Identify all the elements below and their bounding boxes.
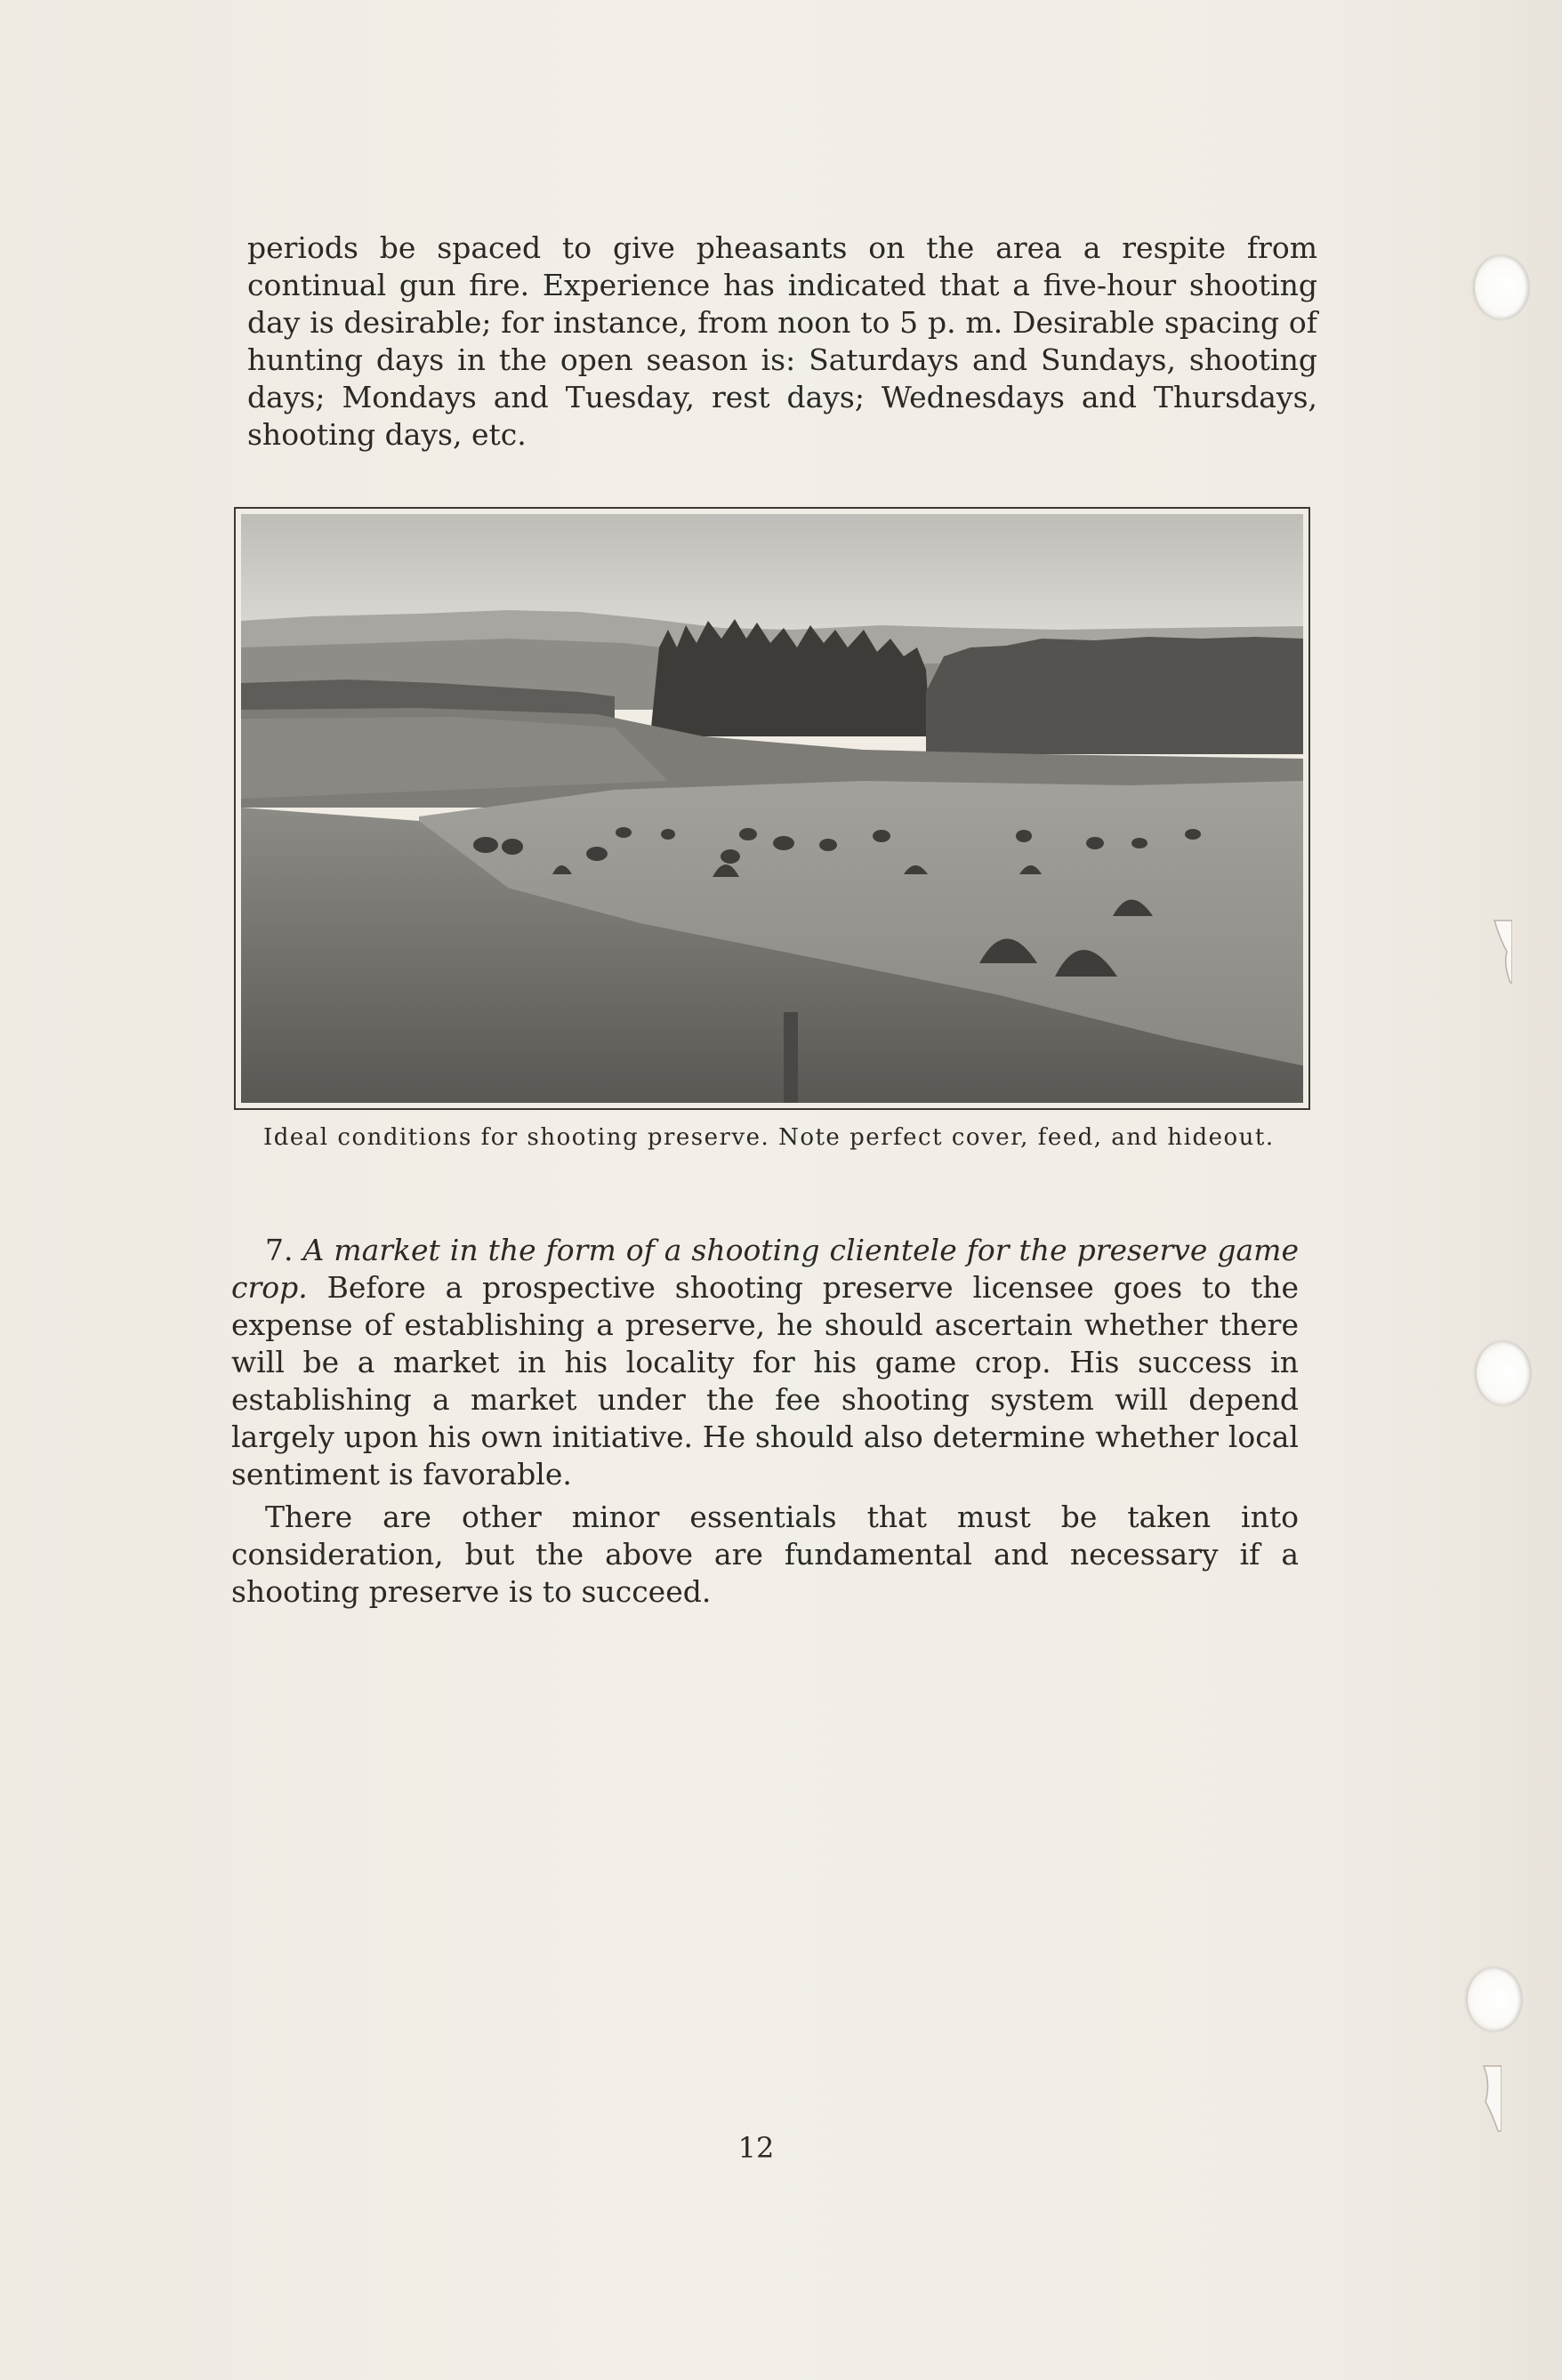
page-tear-mark-upper <box>1477 916 1512 987</box>
figure-photo <box>234 507 1310 1110</box>
figure-caption: Ideal conditions for shooting preserve. Note perfect cover, feed, and hideout. <box>263 1124 1275 1151</box>
section-number: 7. <box>265 1233 294 1267</box>
binder-hole-middle <box>1477 1341 1532 1405</box>
paragraph-shooting-schedule: periods be spaced to give pheasants on the area a respite from continual gun fire. Experience has indicated that a five-hour shooting day is desirable; for instance, from noon to 5 p. m. Desirable spacing of hunting days in the open season is: Saturdays and Sundays, shooting days; Mondays and Tuesday, rest days; Wednesdays and Thursdays, shooting days, etc. <box>247 230 1317 452</box>
page-number: 12 <box>737 2131 775 2165</box>
section-heading: A market in the form of a shooting clientele for the preserve game crop. <box>231 1233 1300 1305</box>
binder-hole-top <box>1475 255 1530 319</box>
paragraph-section-7 <box>231 1232 1299 1493</box>
binder-hole-bottom <box>1468 1967 1523 2031</box>
paragraph-closing: There are other minor essentials that must be taken into consideration, but the above are fundamental and necessary if a shooting preserve is to succeed. <box>231 1500 1299 1609</box>
section-body: Before a prospective shooting preserve licensee goes to the expense of establishing a preserve, he should ascertain whether there will be a market in his locality for his game crop. His success in establishing a market under the fee shooting system will depend largely upon his own initiative. He should also determine whether local sentiment is favorable. <box>231 1270 1299 1492</box>
field-photo-image <box>241 514 1303 1103</box>
page-tear-mark-lower <box>1466 2062 1502 2133</box>
